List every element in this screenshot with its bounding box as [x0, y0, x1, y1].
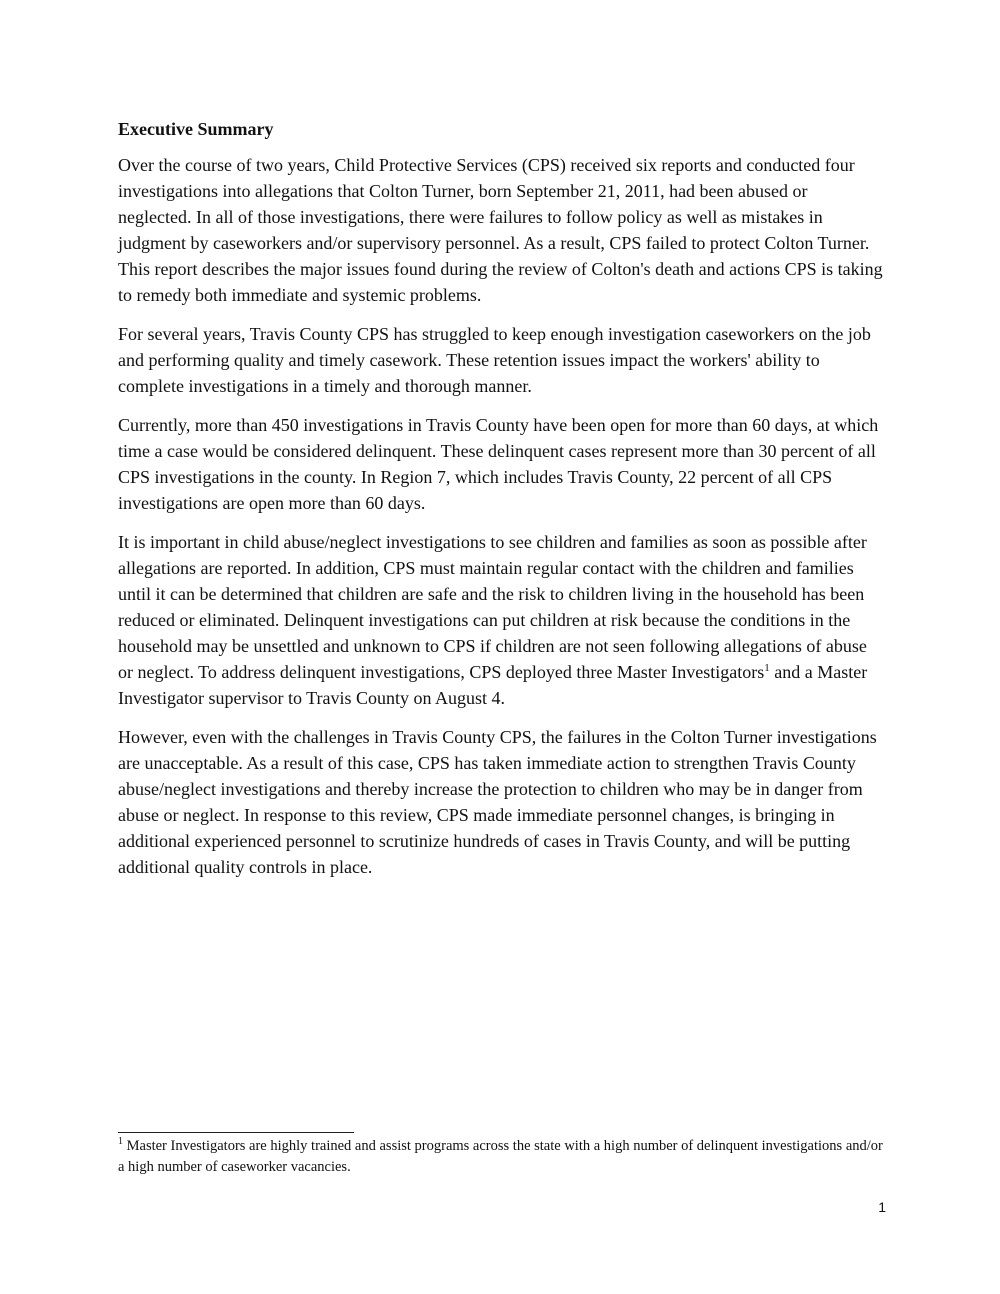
footnote-marker: 1: [118, 1136, 123, 1148]
footnote-reference: 1: [764, 662, 770, 674]
main-content: [118, 116, 884, 893]
paragraph-4-text-start: It is important in child abuse/neglect investigations to see children and families as soon as possible after allegations are reported. In addition, CPS must maintain regular contact with the children and families until it can be determined that children are safe and the risk to children living in the household has been reduced or eliminated. Delinquent investigations can put children at risk because the conditions in the household may be unsettled and unknown to CPS if children are not seen following allegations of abuse or neglect. To address delinquent investigations, CPS deployed three Master Investigators: [118, 532, 867, 682]
footnote-text: Master Investigators are highly trained and assist programs across the state with a high number of delinquent investigations and/or a high number of caseworker vacancies.: [118, 1138, 883, 1175]
paragraph-3: Currently, more than 450 investigations in Travis County have been open for more than 60 days, at which time a case would be considered delinquent. These delinquent cases represent more than 30 percent of all CPS investigations in the county. In Region 7, which includes Travis County, 22 percent of all CPS investigations are open more than 60 days.: [118, 415, 879, 513]
paragraph-2: For several years, Travis County CPS has struggled to keep enough investigation caseworkers on the job and performing quality and timely casework. These retention issues impact the workers' ability to complete investigations in a timely and thorough manner.: [118, 324, 871, 396]
page-number: 1: [878, 1199, 886, 1215]
paragraph-1: Over the course of two years, Child Protective Services (CPS) received six reports and conducted four investigations into allegations that Colton Turner, born September 21, 2011, had been abused or neglected. In all of those investigations, there were failures to follow policy as well as mistakes in judgment by caseworkers and/or supervisory personnel. As a result, CPS failed to protect Colton Turner. This report describes the major issues found during the review of Colton's death and actions CPS is taking to remedy both immediate and systemic problems.: [118, 155, 883, 305]
section-heading: Executive Summary: [118, 119, 274, 139]
footnote-divider: [118, 1132, 354, 1133]
paragraph-4-text-end: and a Master Investigator supervisor to Travis County on August 4.: [118, 662, 868, 708]
footnote: [118, 1136, 884, 1178]
paragraph-5: However, even with the challenges in Travis County CPS, the failures in the Colton Turner investigations are unacceptable. As a result of this case, CPS has taken immediate action to strengthen Travis County abuse/neglect investigations and thereby increase the protection to children who may be in danger from abuse or neglect. In response to this review, CPS made immediate personnel changes, is bringing in additional experienced personnel to scrutinize hundreds of cases in Travis County, and will be putting additional quality controls in place.: [118, 727, 877, 877]
paragraph-4: [118, 529, 884, 711]
